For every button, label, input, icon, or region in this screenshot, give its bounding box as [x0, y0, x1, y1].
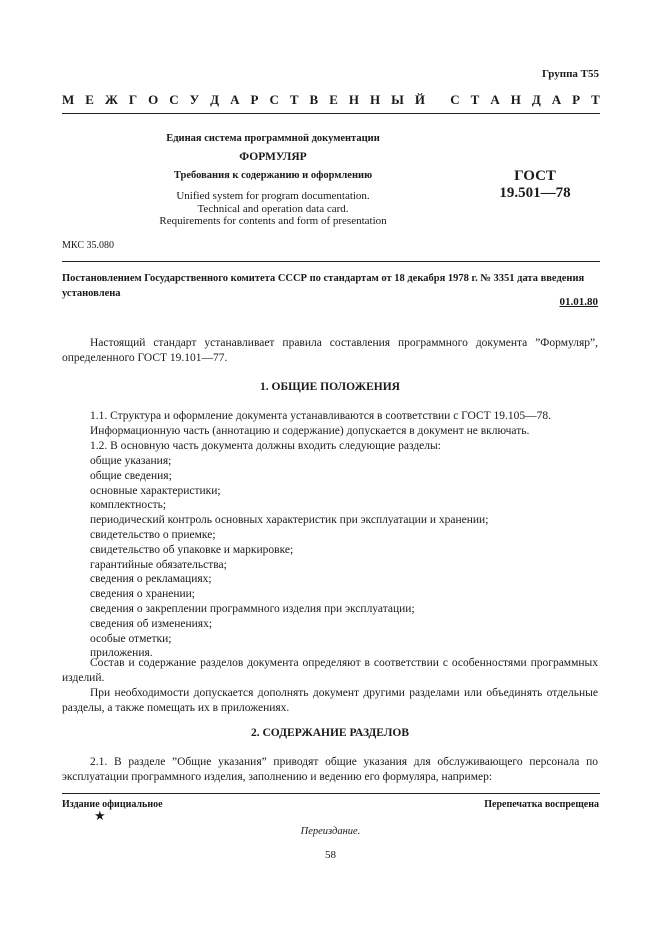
list-item: общие сведения;: [90, 469, 172, 482]
interstate-standard-banner: [62, 92, 600, 108]
group-label: Группа Т55: [541, 68, 599, 80]
banner-letter: А: [551, 92, 562, 107]
document-subtitle: Требования к содержанию и оформлению: [173, 170, 373, 181]
list-item: сведения об изменениях;: [90, 617, 213, 630]
page-number: 58: [325, 849, 336, 861]
footer-divider: [62, 793, 600, 794]
list-item: сведения о рекламациях;: [90, 573, 212, 586]
gost-label: ГОСТ: [514, 168, 556, 184]
banner-letter: Р: [572, 92, 581, 107]
header-divider: [62, 261, 600, 262]
banner-letter: [436, 92, 439, 108]
banner-letter: Н: [510, 92, 521, 107]
banner-letter: С: [450, 92, 460, 107]
banner-letter: Т: [289, 92, 299, 107]
section-1-paragraph-4: Состав и содержание разделов документа определяют в соответствии с особенностями программных изделий.: [62, 657, 598, 684]
list-item: периодический контроль основных характеристик при эксплуатации и хранении;: [90, 514, 489, 527]
banner-divider: [62, 113, 600, 114]
star-icon: ★: [94, 808, 106, 823]
list-item: особые отметки;: [90, 632, 172, 645]
list-item: основные характеристики;: [90, 484, 221, 497]
banner-letter: Е: [329, 92, 338, 107]
introduction-date: 01.01.80: [559, 296, 598, 308]
gost-number: 19.501—78: [499, 185, 571, 201]
english-title-line-1: Unified system for program documentation.: [176, 190, 370, 202]
section-1-title: 1. ОБЩИЕ ПОЛОЖЕНИЯ: [260, 381, 400, 393]
reissue-note: Переиздание.: [300, 826, 361, 837]
document-name: ФОРМУЛЯР: [239, 151, 307, 163]
list-item: общие указания;: [90, 455, 172, 467]
section-2-paragraph-1: 2.1. В разделе ”Общие указания” приводят общие указания для обслуживающего персонала по эксплуатации программного изделия, заполнению и ведению его формуляра, например:: [62, 756, 598, 783]
banner-letter: А: [490, 92, 500, 107]
list-item: сведения о закреплении программного изделия при эксплуатации;: [90, 603, 415, 615]
english-title-line-3: Requirements for contents and form of presentation: [159, 215, 387, 227]
intro-paragraph: Настоящий стандарт устанавливает правила составления программного документа ”Формуляр”, определенного ГОСТ 19.101—77.: [62, 337, 598, 364]
banner-letter: Н: [369, 92, 381, 107]
list-item: свидетельство об упаковке и маркировке;: [90, 543, 294, 556]
banner-letter: Д: [210, 92, 220, 107]
banner-letter: Й: [414, 92, 425, 107]
banner-letter: Г: [128, 92, 138, 107]
banner-letter: У: [189, 92, 200, 107]
official-edition-label: Издание официальное: [62, 799, 163, 810]
banner-letter: Т: [470, 92, 480, 107]
banner-letter: Д: [531, 92, 541, 107]
banner-letter: С: [269, 92, 279, 107]
banner-letter: О: [148, 92, 159, 107]
banner-letter: Е: [85, 92, 94, 107]
section-1-paragraph-5: При необходимости допускается дополнять документ другими разделами или объединять отдельные разделы, а также помещать их в приложениях.: [62, 687, 598, 714]
english-title-line-2: Technical and operation data card.: [197, 203, 349, 215]
decree-text: Постановлением Государственного комитета СССР по стандартам от 18 декабря 1978 г. № 3351 дата введения установлена: [62, 273, 585, 299]
section-1-paragraph-1: 1.1. Структура и оформление документа устанавливаются в соответствии с ГОСТ 19.105—78.: [90, 410, 552, 422]
banner-letter: Ж: [104, 92, 118, 107]
banner-letter: Н: [348, 92, 359, 107]
list-item: приложения.: [90, 647, 153, 660]
banner-letter: Р: [250, 92, 259, 107]
banner-letter: В: [309, 92, 319, 107]
list-item: комплектность;: [90, 499, 167, 512]
section-2-title: 2. СОДЕРЖАНИЕ РАЗДЕЛОВ: [250, 727, 410, 739]
banner-letter: М: [62, 92, 75, 107]
banner-letter: Т: [591, 92, 600, 107]
section-1-paragraph-2: Информационную часть (аннотацию и содержание) допускается в документ не включать.: [90, 425, 530, 437]
list-item: свидетельство о приемке;: [90, 529, 216, 541]
system-title: Единая система программной документации: [166, 133, 380, 144]
list-item: гарантийные обязательства;: [90, 558, 227, 571]
mks-code: МКС 35.080: [62, 240, 114, 251]
section-1-paragraph-3: 1.2. В основную часть документа должны входить следующие разделы:: [90, 440, 441, 452]
banner-letter: А: [230, 92, 240, 107]
reprint-prohibited-label: Перепечатка воспрещена: [484, 799, 599, 810]
banner-letter: С: [169, 92, 179, 107]
banner-letter: Ы: [391, 92, 404, 107]
list-item: сведения о хранении;: [90, 588, 195, 601]
